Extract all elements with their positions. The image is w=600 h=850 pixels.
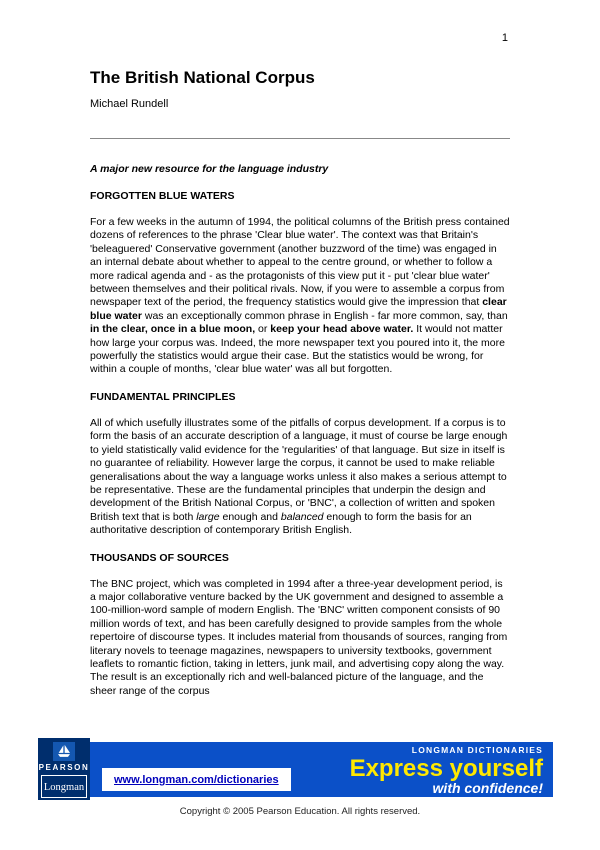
horizontal-rule <box>90 138 510 139</box>
banner-tagline-sub: with confidence! <box>432 780 543 796</box>
dictionary-link-box <box>102 768 291 791</box>
longman-wordmark: Longman <box>43 782 85 793</box>
page-footer <box>0 736 600 850</box>
section-heading: FUNDAMENTAL PRINCIPLES <box>90 390 236 403</box>
copyright-notice: Copyright © 2005 Pearson Education. All rights reserved. <box>179 806 421 817</box>
banner-text <box>350 745 543 796</box>
section-forgotten-blue-waters <box>90 190 510 377</box>
document-content <box>90 68 510 712</box>
banner-brand-label: LONGMAN DICTIONARIES <box>411 745 543 755</box>
longman-box <box>41 775 87 798</box>
section-paragraph: All of which usefully illustrates some of the pitfalls of corpus development. If a corpus is to form the basis of an accurate description of a language, it must of course be large enough to yield statistically valid evidence for the 'regularities' of that language. But size in itself is no guarantee of reliability. However large the corpus, it cannot be used to make reliable generalisations about the way a language works unless it also makes a serious attempt to be representative. These are the fundamental principles that underpin the design and development of the British National Corpus, or 'BNC', a collection of written and spoken British text that is both large enough and balanced enough to form the basis for an authoritative description of contemporary British English. <box>90 416 508 537</box>
section-paragraph: For a few weeks in the autumn of 1994, the political columns of the British press contained dozens of references to the phrase 'Clear blue water'. The context was that Britain's 'beleaguered' Conservative government (another buzzword of the time) was engaged in an internal debate about whether to appeal to the centre ground, or whether to follow a more radical agenda and - as the protagonists of this view put it - put 'clear blue water' between themselves and their political rivals. Now, if you were to assemble a corpus from newspaper text of the period, the frequency statistics would give the impression that clear blue water was an exceptionally common phrase in English - far more common, say, than in the clear, once in a blue moon, or keep your head above water. It would not matter how large your corpus was. Indeed, the more newspaper text you poured into it, the more powerfully the statistics would argue their case. But the statistics would be wrong, for within a couple of months, 'clear blue water' was all but forgotten. <box>90 216 510 376</box>
doc-subtitle: A major new resource for the language industry <box>90 163 329 175</box>
pearson-longman-logo <box>38 738 90 800</box>
section-heading: THOUSANDS OF SOURCES <box>90 551 229 564</box>
doc-title: The British National Corpus <box>90 68 315 87</box>
ship-icon <box>53 742 75 761</box>
section-heading: FORGOTTEN BLUE WATERS <box>90 190 235 202</box>
section-thousands-of-sources <box>90 552 510 699</box>
section-fundamental-principles <box>90 391 510 538</box>
section-paragraph: The BNC project, which was completed in 1994 after a three-year development period, is a major collaborative venture backed by the UK government and designed to assemble a 100-million-word sample of modern English. The 'BNC' written component consists of 90 million words of text, and has been carefully designed to provide samples from the whole repertoire of discourse types. It includes material from thousands of sources, ranging from literary novels to teenage magazines, newspapers to university textbooks, government leaflets to romantic fiction, taking in letters, junk mail, and advertising copy along the way. The result is an exceptionally rich and well-balanced picture of the language, and the sheer range of the corpus <box>90 577 508 697</box>
page-number: 1 <box>501 32 508 44</box>
longman-promo-banner <box>90 742 553 797</box>
banner-tagline-main: Express yourself <box>349 755 543 782</box>
doc-author: Michael Rundell <box>90 98 169 110</box>
pearson-wordmark: PEARSON <box>38 763 90 772</box>
dictionary-link[interactable]: www.longman.com/dictionaries <box>114 774 279 786</box>
